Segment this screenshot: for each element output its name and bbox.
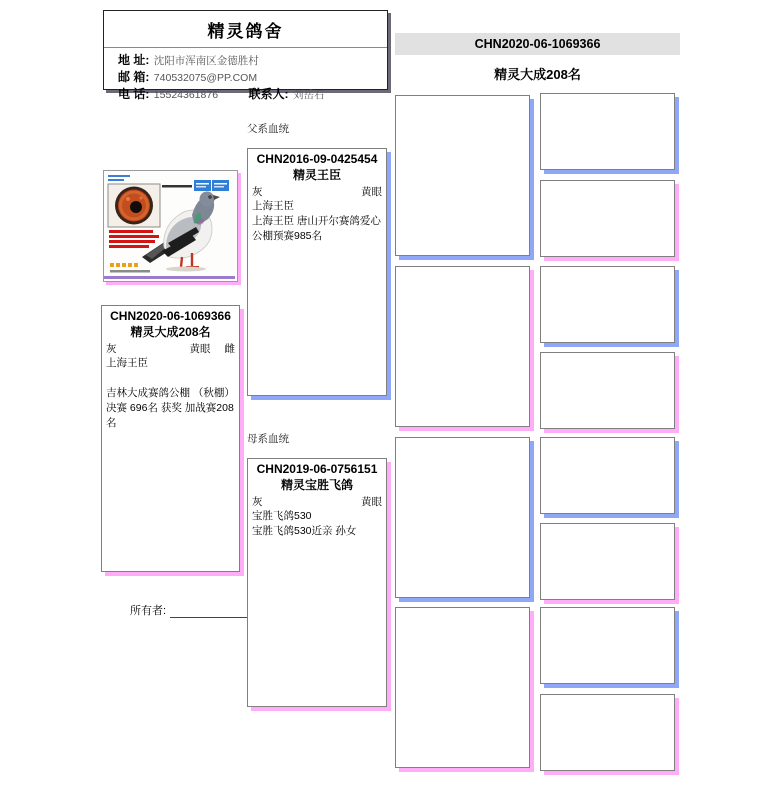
header-subject-name: 精灵大成208名: [494, 67, 581, 82]
great-grandparent-box: [540, 180, 675, 257]
subject-line: [102, 371, 239, 386]
owner-label: 所有者:: [130, 605, 167, 617]
loft-phone-row: [118, 86, 387, 103]
mother-card: [247, 458, 387, 707]
photo-footer-text: [110, 270, 150, 273]
mother-branch-label: 母系血统: [247, 433, 289, 445]
photo-bottom-strip: [104, 276, 235, 279]
father-line: 上海王臣: [252, 200, 294, 212]
subject-ring: CHN2020-06-1069366: [110, 309, 231, 323]
mother-line: 宝胜飞鸽530近亲 孙女: [252, 525, 357, 537]
father-ring: CHN2016-09-0425454: [256, 152, 378, 166]
great-grandparent-box: [540, 523, 675, 600]
phone-value: 15524361876: [153, 89, 219, 101]
great-grandparent-box: [540, 93, 675, 170]
subject-line: 上海王臣: [106, 357, 148, 369]
subject-color: 灰: [106, 343, 117, 355]
mother-eye-row: [248, 493, 386, 509]
great-grandparent-box: [540, 352, 675, 429]
contact-value: 刘岳石: [292, 89, 325, 101]
header-ring-bar: CHN2020-06-1069366: [395, 33, 680, 55]
mother-line: 宝胜飞鸽530: [252, 510, 312, 522]
father-color: 灰: [252, 186, 263, 198]
father-eye: 黄眼: [361, 186, 382, 198]
subject-card: [101, 305, 240, 572]
mother-name: 精灵宝胜飞鸽: [280, 478, 353, 492]
subject-eye: 黄眼: [189, 343, 211, 355]
address-label: 地 址:: [118, 53, 150, 67]
pigeon-photo-art: [104, 171, 235, 279]
grandparent-box: [395, 437, 530, 598]
subject-eye-row: [102, 340, 239, 356]
email-label: 邮 箱:: [118, 70, 150, 84]
contact-label: 联系人:: [248, 87, 289, 101]
father-card: [247, 148, 387, 396]
great-grandparent-box: [540, 694, 675, 771]
photo-caption: [162, 185, 192, 188]
phone-label: 电 话:: [118, 87, 150, 101]
loft-email-row: [118, 69, 387, 86]
great-grandparent-box: [540, 437, 675, 514]
subject-eye-sex: [190, 341, 236, 356]
subject-name: 精灵大成208名: [130, 325, 211, 339]
mother-eye: 黄眼: [361, 496, 382, 508]
mother-ring: CHN2019-06-0756151: [256, 462, 378, 476]
pigeon-photo: [103, 170, 238, 282]
grandparent-box: [395, 607, 530, 768]
great-grandparent-box: [540, 266, 675, 343]
eye-inset: [108, 184, 160, 227]
loft-address-row: [118, 52, 387, 69]
address-value: 沈阳市浑南区金德胜村: [153, 55, 259, 67]
loft-contact-rows: [104, 48, 387, 103]
subject-sex: 雌: [224, 343, 235, 355]
great-grandparent-box: [540, 607, 675, 684]
father-name: 精灵王臣: [292, 168, 341, 182]
father-line: 上海王臣 唐山开尔赛鸽爱心公棚预赛985名: [252, 215, 381, 242]
father-eye-row: [248, 183, 386, 199]
subject-line: 决赛 696名 获奖 加战赛208名: [106, 402, 234, 429]
grandparent-box: [395, 95, 530, 256]
subject-line: 吉林大成赛鸽公棚 （秋棚）: [106, 387, 235, 399]
mother-color: 灰: [252, 496, 263, 508]
loft-info-box: [103, 10, 388, 101]
photo-header-text: [108, 175, 130, 177]
father-branch-label: 父系血统: [247, 123, 289, 135]
loft-title: 精灵鸽舍: [104, 11, 387, 48]
email-value: 740532075@PP.COM: [153, 72, 258, 84]
grandparent-box: [395, 266, 530, 427]
